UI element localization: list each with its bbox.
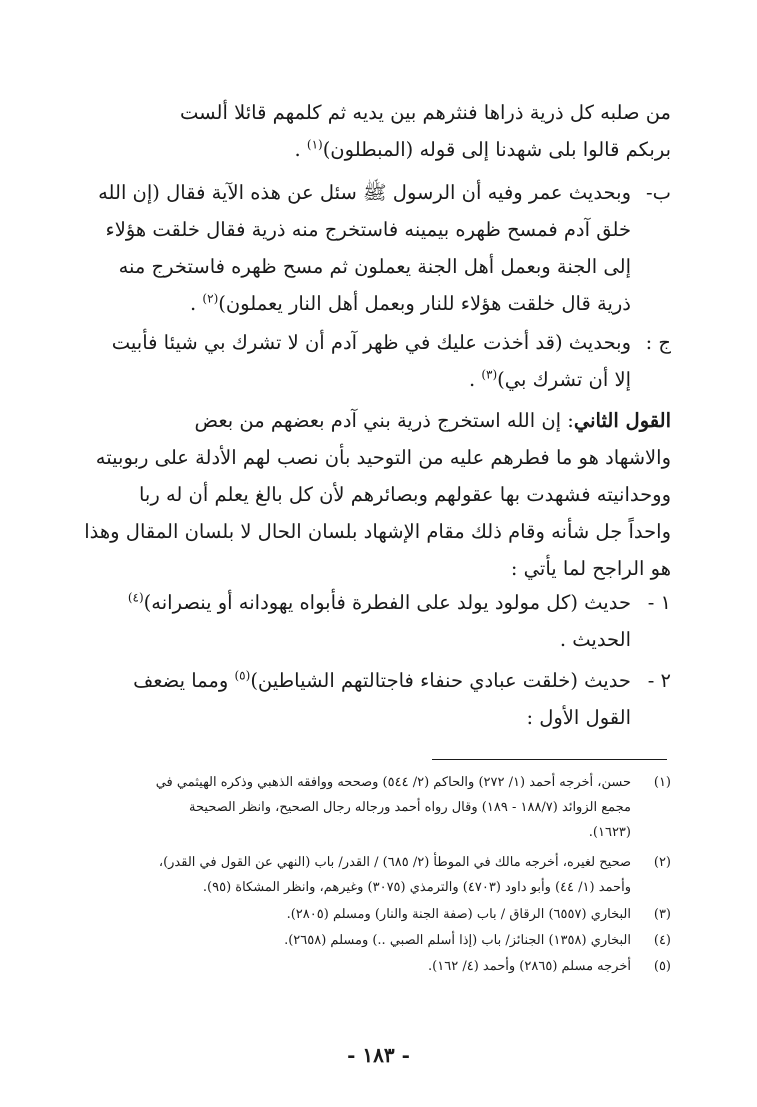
text-segment: حديث (كل مولود يولد على الفطرة فأبواه يهودانه أو ينصرانه)	[143, 591, 631, 614]
text-line	[96, 324, 671, 361]
paragraph-6	[96, 662, 671, 736]
text-line	[96, 584, 671, 621]
footnote-line: مجمع الزوائد (١٨٨/٧ - ١٨٩) وقال رواه أحمد ورجاله رجال الصحيح، وانظر الصحيحة	[189, 800, 631, 815]
text-line	[96, 402, 671, 439]
footnote-line: أخرجه مسلم (٢٨٦٥) وأحمد (٤/ ١٦٢).	[428, 959, 631, 974]
footnote-number: (٢)	[653, 855, 671, 870]
text-segment: ذرية قال خلقت هؤلاء للنار وبعمل أهل النار يعملون)	[218, 292, 631, 315]
text-line: ووحدانيته فشهدت بها عقولهم وبصائرهم لأن كل بالغ يعلم أن له ربا	[138, 483, 671, 506]
text-line	[96, 285, 631, 322]
text-line	[96, 662, 671, 699]
footnote-number: (١)	[653, 775, 671, 790]
text-line: القول الأول :	[526, 706, 631, 729]
text-line	[96, 361, 631, 398]
footnote-number: (٣)	[653, 907, 671, 922]
footnote-text	[96, 770, 631, 845]
footnote-text	[96, 954, 631, 979]
text-segment: إلا أن تشرك بي)	[497, 368, 631, 391]
footnote-line: حسن، أخرجه أحمد (١/ ٢٧٢) والحاكم (٢/ ٥٤٤) وصححه ووافقه الذهبي وذكره الهيثمي في	[155, 775, 631, 790]
footnote-text	[96, 928, 631, 953]
paragraph-2	[96, 174, 671, 322]
text-line: خلق آدم فمسح ظهره بيمينه فاستخرج منه ذرية فقال خلقت هؤلاء	[105, 218, 631, 241]
text-segment: ومما يضعف	[133, 669, 235, 692]
footnote-number: (٥)	[653, 959, 671, 974]
footnote-text	[96, 850, 631, 900]
footnote-number: (٤)	[653, 933, 671, 948]
paragraph-4	[84, 402, 671, 587]
paragraph-3	[96, 324, 671, 398]
text-line	[96, 174, 671, 211]
item-marker: ج :	[645, 331, 671, 354]
footnote-text	[96, 902, 631, 927]
text-line	[96, 131, 671, 168]
footnote-ref-3[interactable]: (٣)	[481, 367, 498, 382]
text-segment: .	[468, 368, 482, 391]
item-marker: ٢ -	[647, 669, 671, 692]
text-segment: .	[294, 138, 307, 161]
footnote-divider	[432, 759, 667, 760]
paragraph-1	[96, 94, 671, 168]
page-number: - ١٨٣ -	[347, 1043, 410, 1067]
text-segment: وبحديث (قد أخذت عليك في ظهر آدم أن لا تشرك بي شيئا فأبيت	[111, 331, 631, 354]
footnote-line: البخاري (١٣٥٨) الجنائز/ باب (إذا أسلم الصبي ..) ومسلم (٢٦٥٨).	[284, 933, 631, 948]
text-segment: بربكم قالوا بلى شهدنا إلى قوله (المبطلون)	[322, 138, 671, 161]
footnote-ref-1[interactable]: (١)	[306, 137, 323, 152]
item-marker: ب-	[646, 181, 671, 204]
text-line: واحداً جل شأنه وقام ذلك مقام الإشهاد بلسان الحال لا بلسان المقال وهذا	[84, 520, 671, 543]
text-segment: حديث (خلقت عبادي حنفاء فاجتالتهم الشياطين)	[250, 669, 631, 692]
text-line: من صلبه كل ذرية ذراها فنثرهم بين يديه ثم كلمهم قائلا ألست	[179, 101, 671, 124]
text-segment: : إن الله استخرج ذرية بني آدم بعضهم من بعض	[194, 409, 574, 432]
footnote-line: البخاري (٦٥٥٧) الرقاق / باب (صفة الجنة والنار) ومسلم (٢٨٠٥).	[286, 907, 631, 922]
section-heading: القول الثاني	[573, 409, 671, 432]
text-line: والاشهاد هو ما فطرهم عليه من التوحيد بأن نصب لهم الأدلة على ربوبيته	[95, 446, 671, 469]
footnote-ref-4[interactable]: (٤)	[127, 590, 144, 605]
footnote-ref-2[interactable]: (٢)	[202, 291, 219, 306]
footnote-line: صحيح لغيره، أخرجه مالك في الموطأ (٢/ ٦٨٥) / القدر/ باب (النهي عن القول في القدر)،	[158, 855, 631, 870]
text-line: هو الراجح لما يأتي :	[510, 557, 671, 580]
text-line: إلى الجنة وبعمل أهل الجنة يعملون ثم مسح ظهره فاستخرج منه	[118, 255, 631, 278]
footnote-ref-5[interactable]: (٥)	[234, 668, 251, 683]
footnote-line: (١٦٢٣).	[588, 825, 631, 840]
footnote-line: وأحمد (١/ ٤٤) وأبو داود (٤٧٠٣) والترمذي (٣٠٧٥) وغيرهم، وانظر المشكاة (٩٥).	[202, 880, 631, 895]
text-segment: .	[190, 292, 203, 315]
text-line: الحديث .	[559, 628, 631, 651]
paragraph-5	[96, 584, 671, 658]
item-marker: ١ -	[647, 591, 671, 614]
text-segment: وبحديث عمر وفيه أن الرسول ﷺ سئل عن هذه الآية فقال (إن الله	[98, 181, 631, 204]
